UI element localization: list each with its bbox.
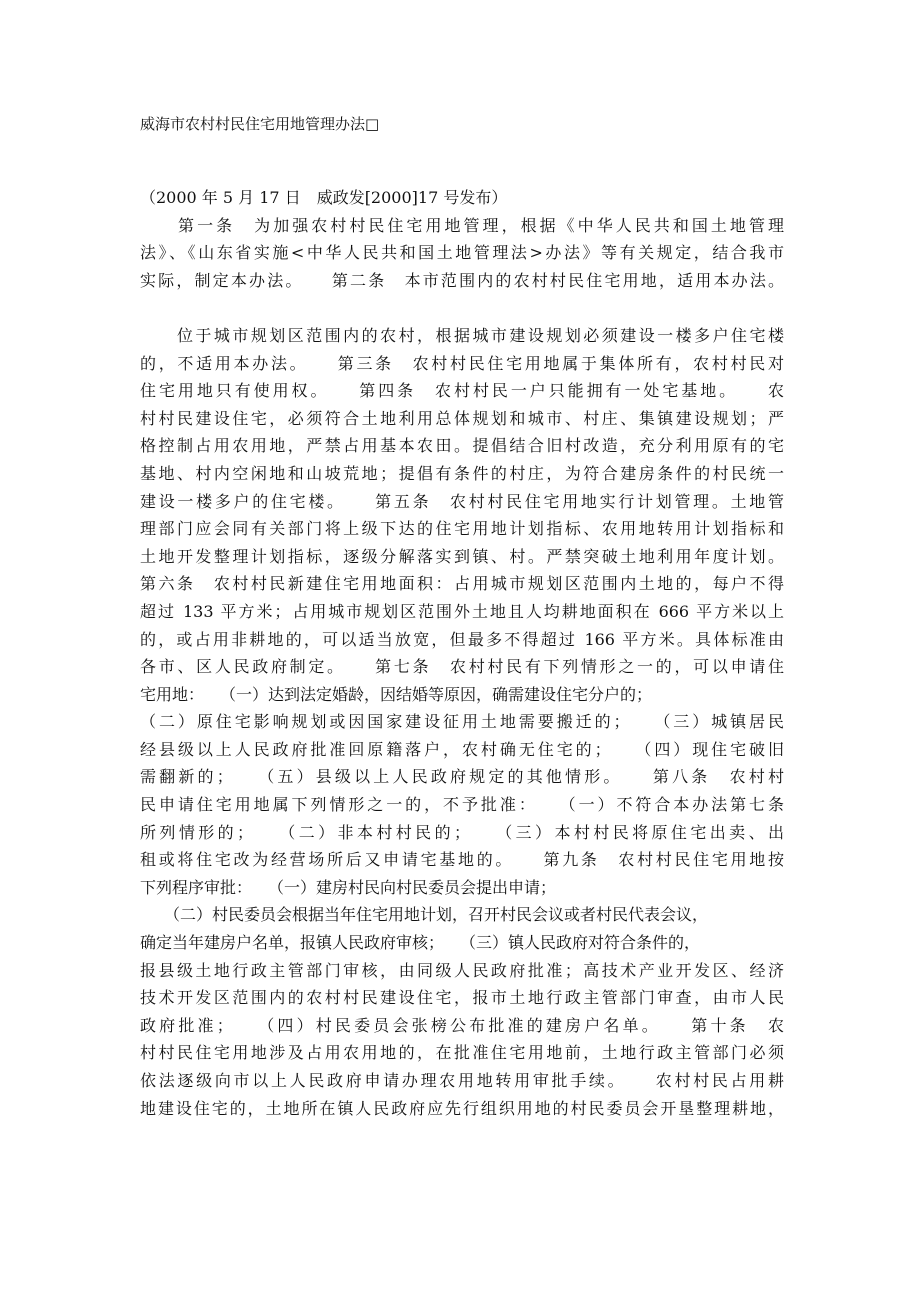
document-line: 基地、村内空闲地和山坡荒地；提倡有条件的村庄，为符合建房条件的村民统一	[140, 463, 784, 483]
document-line: （二）原住宅影响规划或因国家建设征用土地需要搬迁的； （三）城镇居民	[140, 712, 784, 732]
document-line: 民申请住宅用地属下列情形之一的，不予批准： （一）不符合本办法第七条	[140, 795, 784, 815]
document-line: 格控制占用农用地，严禁占用基本农田。提倡结合旧村改造，充分利用原有的宅	[140, 436, 784, 456]
document-line: 位于城市规划区范围内的农村，根据城市建设规划必须建设一楼多户住宅楼	[140, 325, 784, 345]
document-line: 宅用地： （一）达到法定婚龄，因结婚等原因，确需建设住宅分户的；	[140, 684, 653, 704]
document-line: 第六条 农村村民新建住宅用地面积：占用城市规划区范围内土地的，每户不得	[140, 574, 784, 594]
document-title: 威海市农村村民住宅用地管理办法□	[140, 115, 380, 133]
document-line: 经县级以上人民政府批准回原籍落户，农村确无住宅的； （四）现住宅破旧	[140, 739, 784, 759]
document-line: 地建设住宅的，土地所在镇人民政府应先行组织用地的村民委员会开垦整理耕地，	[140, 1098, 784, 1118]
document-line: 需翻新的； （五）县级以上人民政府规定的其他情形。 第八条 农村村	[140, 767, 784, 787]
document-line: 依法逐级向市以上人民政府申请办理农用地转用审批手续。 农村村民占用耕	[140, 1071, 784, 1090]
document-line: 各市、区人民政府制定。 第七条 农村村民有下列情形之一的，可以申请住	[140, 657, 784, 677]
document-line: 建设一楼多户的住宅楼。 第五条 农村村民住宅用地实行计划管理。土地管	[140, 491, 784, 511]
document-line: 下列程序审批： （一）建房村民向村民委员会提出申请；	[140, 877, 557, 897]
document-line: 报县级土地行政主管部门审核，由同级人民政府批准；高技术产业开发区、经济	[140, 960, 784, 980]
document-line: 确定当年建房户名单，报镇人民政府审核； （三）镇人民政府对符合条件的，	[140, 933, 701, 953]
document-line: 的，或占用非耕地的，可以适当放宽，但最多不得超过 166 平方米。具体标准由	[140, 629, 784, 649]
document-line: （二）村民委员会根据当年住宅用地计划，召开村民会议或者村民代表会议，	[140, 905, 709, 925]
document-line: 政府批准； （四）村民委员会张榜公布批准的建房户名单。 第十条 农	[140, 1015, 784, 1035]
document-line: 技术开发区范围内的农村村民建设住宅，报市土地行政主管部门审查，由市人民	[140, 988, 784, 1008]
document-line: 租或将住宅改为经营场所后又申请宅基地的。 第九条 农村村民住宅用地按	[140, 850, 784, 870]
document-line: 村村民住宅用地涉及占用农用地的，在批准住宅用地前，土地行政主管部门必须	[140, 1043, 784, 1063]
document-line: 第一条 为加强农村村民住宅用地管理，根据《中华人民共和国土地管理	[140, 215, 784, 235]
document-line: 土地开发整理计划指标，逐级分解落实到镇、村。严禁突破土地利用年度计划。	[140, 546, 784, 566]
document-line: 超过 133 平方米；占用城市规划区范围外土地且人均耕地面积在 666 平方米以上	[140, 601, 784, 621]
document-line: 所列情形的； （二）非本村村民的； （三）本村村民将原住宅出卖、出	[140, 822, 784, 842]
document-line: 村村民建设住宅，必须符合土地利用总体规划和城市、村庄、集镇建设规划；严	[140, 408, 784, 428]
document-line	[140, 294, 784, 322]
document-line: 理部门应会同有关部门将上级下达的住宅用地计划指标、农用地转用计划指标和	[140, 519, 784, 539]
document-body	[140, 184, 784, 1122]
document-line: 法》、《山东省实施<中华人民共和国土地管理法>办法》等有关规定，结合我市	[140, 243, 784, 263]
document-line: 住宅用地只有使用权。 第四条 农村村民一户只能拥有一处宅基地。 农	[140, 381, 784, 401]
document-line: 的，不适用本办法。 第三条 农村村民住宅用地属于集体所有，农村村民对	[140, 353, 784, 373]
document-line: 实际，制定本办法。 第二条 本市范围内的农村村民住宅用地，适用本办法。	[140, 270, 784, 290]
document-line: （2000 年 5 月 17 日 威政发[2000]17 号发布）	[140, 188, 508, 207]
